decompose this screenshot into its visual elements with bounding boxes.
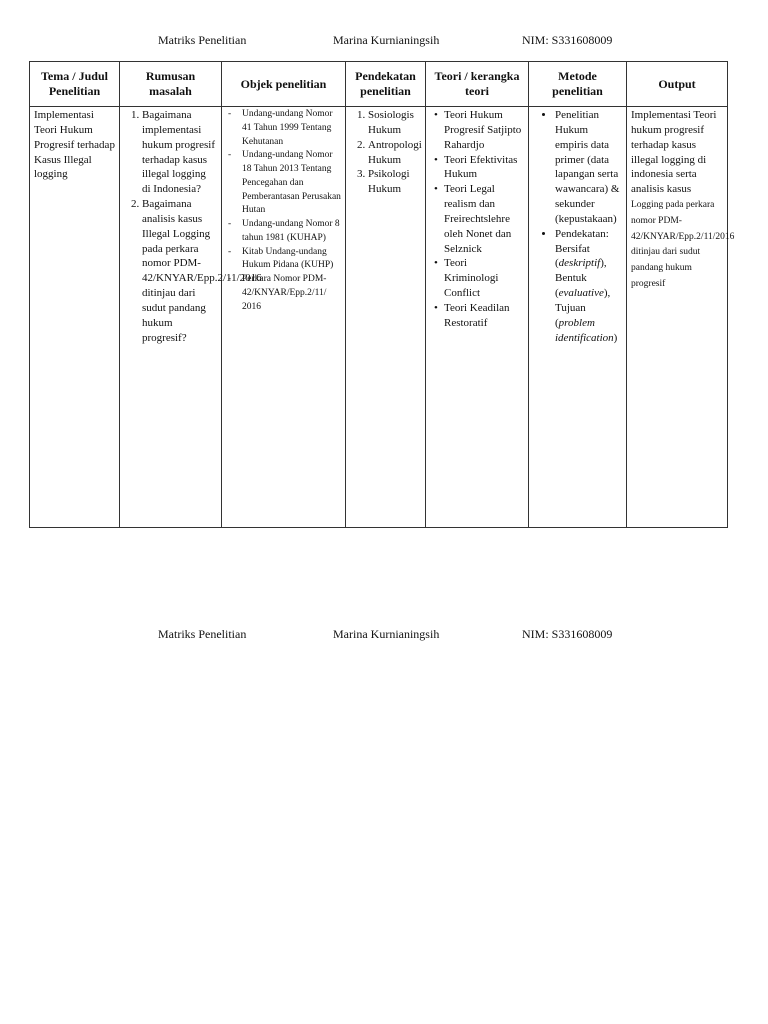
- cell-pendekatan: [346, 107, 426, 528]
- objek-item: - Undang-undang Nomor 41 Tahun 1999 Tentang Kehutanan: [242, 108, 341, 149]
- teori-list: [430, 108, 524, 331]
- research-matrix-table: [29, 61, 735, 528]
- pendekatan-item: 1. Sosiologis Hukum: [368, 108, 421, 138]
- header-tema: Tema / Judul Penelitian: [30, 62, 120, 107]
- cell-output: [627, 107, 735, 528]
- teori-item: • Teori Kriminologi Conflict: [438, 256, 524, 301]
- cell-teori: [426, 107, 529, 528]
- rumusan-item: 2. Bagaimana analisis kasus Illegal Logging pada perkara nomor PDM-42/KNYAR/Epp.2/11/2016 ditinjau dari sudut pandang hukum progresif?: [142, 197, 217, 345]
- metode-deskriptif: deskriptif: [558, 257, 601, 270]
- metode-problem: problem identification: [555, 316, 614, 344]
- metode-text: ), Tujuan (: [555, 287, 611, 329]
- header-rumusan: Rumusan masalah: [120, 62, 222, 107]
- header-author: Marina Kurnianingsih: [333, 33, 440, 47]
- teori-item: • Teori Legal realism dan Freirechtslehre oleh Nonet dan Selznick: [438, 182, 524, 256]
- output-text: Implementasi Teori hukum progresif terhadap kasus illegal logging di indonesia serta analisis kasus: [631, 109, 717, 196]
- objek-list: [226, 108, 341, 314]
- metode-list: [533, 108, 622, 346]
- rumusan-list: [124, 108, 262, 346]
- objek-item: - Perkara Nomor PDM-42/KNYAR/Epp.2/11/ 2016: [242, 273, 341, 314]
- header-metode: Metode penelitian: [529, 62, 627, 107]
- objek-item: - Undang-undang Nomor 8 tahun 1981 (KUHAP): [242, 218, 341, 246]
- metode-item: [555, 227, 622, 346]
- pendekatan-list: [350, 108, 421, 197]
- teori-item: • Teori Hukum Progresif Satjipto Rahardjo: [438, 108, 524, 153]
- header-title: Matriks Penelitian: [158, 33, 247, 47]
- metode-text: Pendekatan: Bersifat (: [555, 227, 609, 270]
- page-header: [0, 33, 768, 53]
- output-text-small: Logging pada perkara nomor PDM-42/KNYAR/Epp.2/11/2016 ditinjau dari sudut pandang hukum progresif: [631, 200, 735, 289]
- page-header-second: [0, 627, 768, 647]
- header-teori: Teori / kerangka teori: [426, 62, 529, 107]
- pendekatan-item: 2. Antropologi Hukum: [368, 138, 421, 168]
- pendekatan-item: 3. Psikologi Hukum: [368, 167, 421, 197]
- objek-item: - Undang-undang Nomor 18 Tahun 2013 Tentang Pencegahan dan Pemberantasan Perusakan Hutan: [242, 149, 341, 218]
- metode-text: ): [613, 331, 618, 344]
- cell-metode: [529, 107, 627, 528]
- objek-item: - Kitab Undang-undang Hukum Pidana (KUHP): [242, 246, 341, 274]
- cell-rumusan: [120, 107, 262, 528]
- header-nim: NIM: S331608009: [522, 627, 613, 641]
- table-header-row: [30, 62, 728, 107]
- header-pendekatan: Pendekatan penelitian: [346, 62, 426, 107]
- header-output: Output: [627, 62, 728, 107]
- header-author: Marina Kurnianingsih: [333, 627, 440, 641]
- header-objek: Objek penelitian: [222, 62, 346, 107]
- metode-text: ), Bentuk (: [555, 257, 607, 300]
- header-nim: NIM: S331608009: [522, 33, 613, 47]
- teori-item: • Teori Keadilan Restoratif: [438, 301, 524, 331]
- header-title: Matriks Penelitian: [158, 627, 247, 641]
- metode-evaluative: evaluative: [558, 287, 604, 300]
- teori-item: • Teori Efektivitas Hukum: [438, 153, 524, 183]
- table-row: [30, 107, 728, 528]
- rumusan-item: 1. Bagaimana implementasi hukum progresif terhadap kasus illegal logging di Indonesia?: [142, 108, 217, 197]
- tema-text: Implementasi Teori Hukum Progresif terhadap Kasus Illegal logging: [34, 109, 115, 181]
- metode-item: • Penelitian Hukum empiris data primer (data lapangan serta wawancara) & sekunder (kepustakaan): [555, 108, 622, 227]
- cell-objek: [222, 107, 346, 528]
- cell-tema: [30, 107, 120, 528]
